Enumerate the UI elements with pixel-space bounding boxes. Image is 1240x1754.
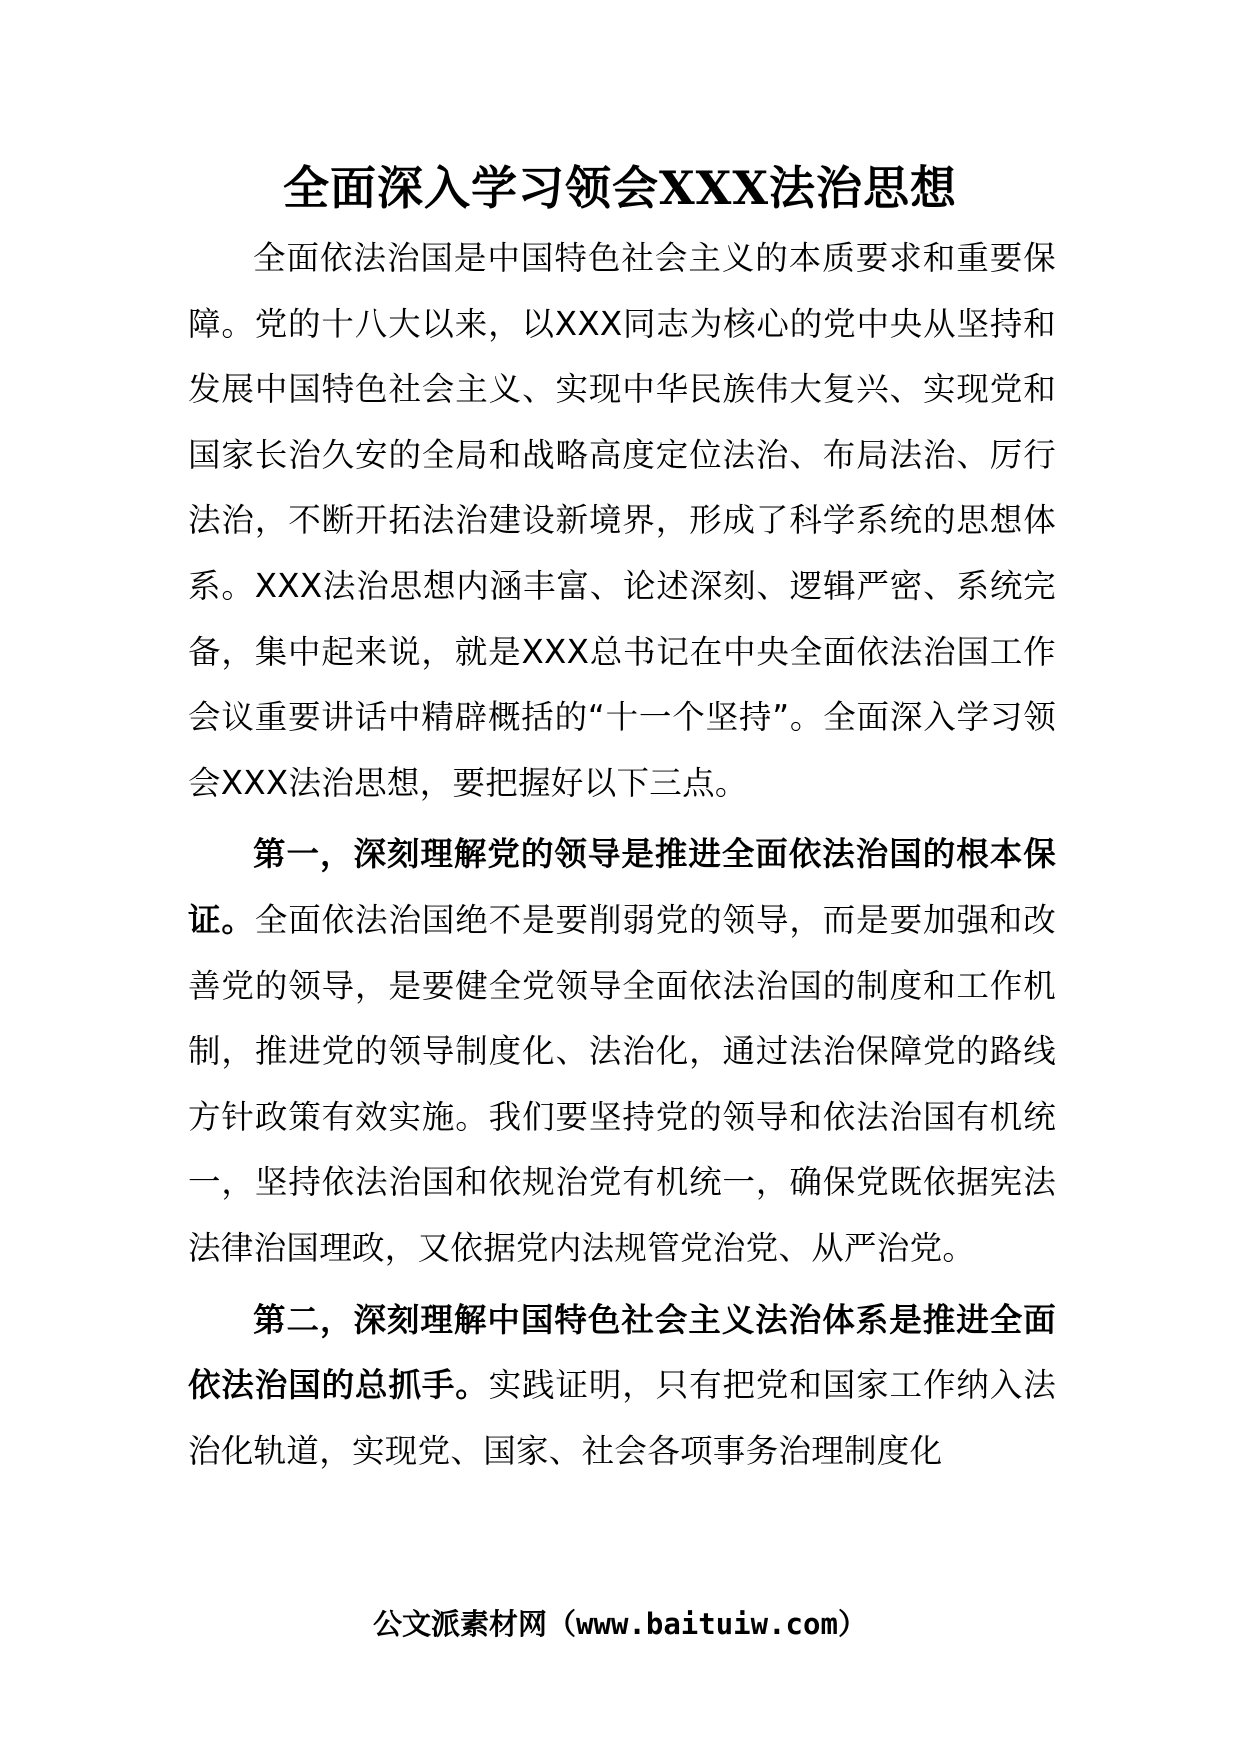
document-body (188, 226, 1056, 1484)
paragraph-intro (188, 226, 1056, 816)
paragraph-point-one (188, 822, 1056, 1281)
paragraph-point-one-heading: 第一，深刻理解党的领导是推进全面依法治国的根本保证。 (188, 835, 1056, 939)
document-title: 全面深入学习领会XXX法治思想 (282, 161, 958, 215)
source-footer: 公文派素材网（www.baituiw.com） (373, 1607, 867, 1641)
paragraph-point-one-text: 全面依法治国绝不是要削弱党的领导，而是要加强和改善党的领导，是要健全党领导全面依法治国的制度和工作机制，推进党的领导制度化、法治化，通过法治保障党的路线方针政策有效实施。我们要坚持党的领导和依法治国有机统一，坚持依法治国和依规治党有机统一，确保党既依据宪法法律治国理政，又依据党内法规管党治党、从严治党。 (188, 900, 1057, 1267)
paragraph-point-two (188, 1288, 1056, 1485)
paragraph-intro-text: 全面依法治国是中国特色社会主义的本质要求和重要保障。党的十八大以来，以XXX同志为核心的党中央从坚持和发展中国特色社会主义、实现中华民族伟大复兴、实现党和国家长治久安的全局和战略高度定位法治、布局法治、厉行法治，不断开拓法治建设新境界，形成了科学系统的思想体系。XXX法治思想内涵丰富、论述深刻、逻辑严密、系统完备，集中起来说，就是XXX总书记在中央全面依法治国工作会议重要讲话中精辟概括的“十一个坚持”。全面深入学习领会XXX法治思想，要把握好以下三点。 (188, 239, 1056, 802)
paragraph-point-two-heading: 第二，深刻理解中国特色社会主义法治体系是推进全面依法治国的总抓手。 (188, 1300, 1056, 1405)
paragraph-point-two-text: 实践证明，只有把党和国家工作纳入法治化轨道，实现党、国家、社会各项事务治理制度化 (188, 1366, 1056, 1470)
